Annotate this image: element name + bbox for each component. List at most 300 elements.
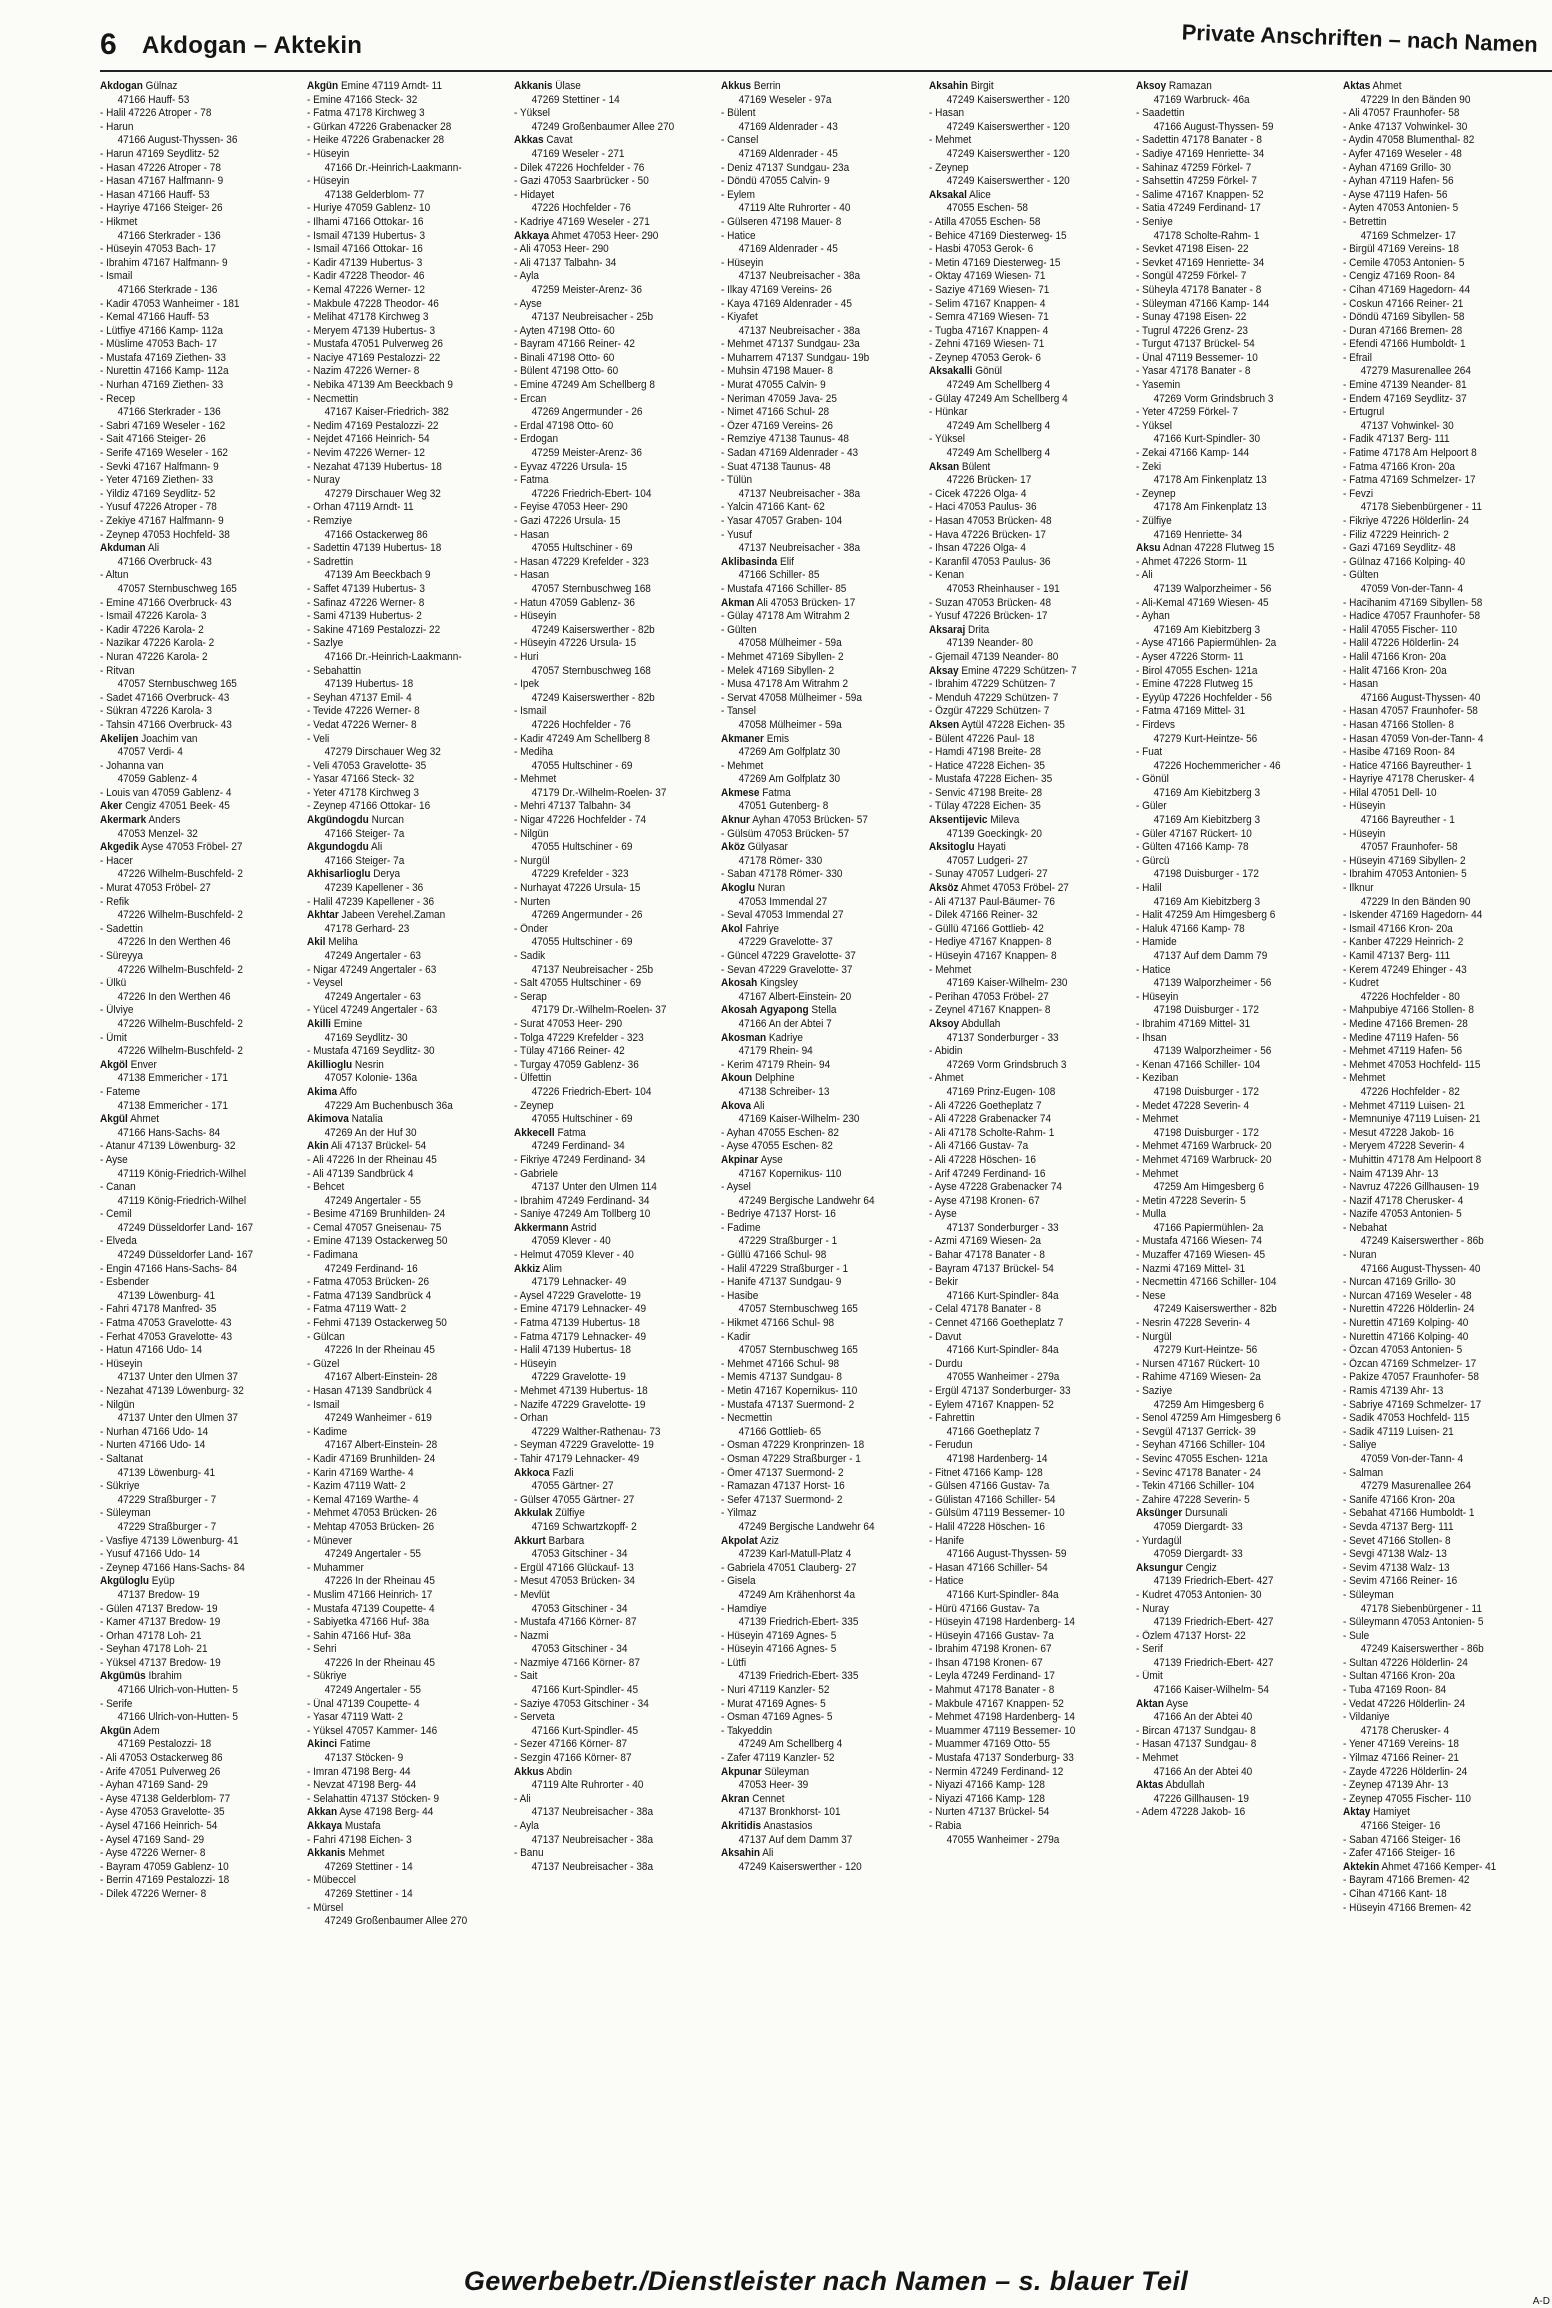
person-entry: - Nurettin 47166 Kamp- 112a	[100, 365, 229, 378]
address-line: 47137 Auf dem Damm 37	[739, 1833, 853, 1846]
person-entry: - Nurcan 47169 Grillo- 30	[1342, 1276, 1456, 1289]
surname-entry	[721, 1766, 917, 1780]
surname: Aksakalli	[928, 365, 973, 378]
person-entry: - Takyeddin	[721, 1724, 773, 1737]
person-entry: - Haci 47053 Paulus- 36	[928, 501, 1037, 514]
person-entry: - Sevgül 47137 Gerrick- 39	[1135, 1425, 1256, 1438]
person-entry: - Ahmet 47226 Storm- 11	[1135, 555, 1247, 568]
address-line: 47269 Am Golfplatz 30	[739, 773, 841, 786]
address-line: 47057 Ludgeri- 27	[946, 854, 1028, 867]
given-name: Berrin	[754, 80, 782, 92]
address-line: 47166 Gottlieb- 65	[739, 1425, 822, 1438]
person-entry: - Melihat 47178 Kirchweg 3	[307, 311, 429, 324]
person-entry: - Vedat 47226 Hölderlin- 24	[1342, 1697, 1465, 1710]
address-line: 47229 Am Buchenbusch 36a	[324, 1099, 453, 1112]
address-line: 47249 Kaiserswerther - 120	[946, 175, 1070, 188]
address-line: 47137 Neubreisacher - 38a	[531, 1860, 654, 1873]
person-entry: - Banu	[514, 1847, 544, 1860]
given-name: Ahmet 47166 Kemper- 41	[1381, 1860, 1497, 1873]
address-line: 47166 August-Thyssen- 40	[1360, 1262, 1481, 1275]
address-line: 47167 Kaiser-Friedrich- 382	[324, 406, 449, 419]
given-name: Ayse	[1165, 1697, 1188, 1710]
person-entry: - Sahsettin 47259 Förkel- 7	[1135, 175, 1257, 188]
surname-entry	[307, 868, 503, 882]
address-line: 47169 Aldenrader - 43	[739, 120, 839, 133]
surname-entry	[307, 1018, 503, 1032]
section-title: Private Anschriften – nach Namen	[1181, 19, 1538, 57]
person-entry: - Saziye 47053 Gitschiner - 34	[514, 1697, 650, 1710]
person-entry: - Aysel 47166 Heinrich- 54	[100, 1820, 218, 1832]
surname: Akosah Agyapong	[721, 1004, 810, 1017]
surname-entry	[100, 1113, 296, 1127]
person-entry: - Zeynel 47167 Knappen- 8	[928, 1004, 1051, 1017]
address-line: 47239 Karl-Matull-Platz 4	[739, 1548, 852, 1561]
person-entry: - Ismail	[100, 270, 133, 283]
person-entry: - Duran 47166 Bremen- 28	[1342, 324, 1463, 337]
person-entry: - Songül 47259 Förkel- 7	[1135, 270, 1247, 283]
person-entry: - Sevinc 47178 Banater - 24	[1135, 1466, 1261, 1479]
person-entry: - Muslim 47166 Heinrich- 17	[307, 1588, 433, 1601]
person-entry: - Hayriye 47178 Cherusker- 4	[1342, 773, 1475, 786]
given-name: Affo	[339, 1085, 358, 1098]
person-entry: - Mustafa 47169 Seydlitz- 30	[307, 1045, 435, 1058]
person-entry: - Ayhan 47169 Grillo- 30	[1342, 161, 1451, 174]
person-entry: - Nazife 47053 Antonien- 5	[1342, 1208, 1462, 1221]
address-line: 47059 Von-der-Tann- 4	[1360, 582, 1463, 595]
person-entry: - Güllü 47166 Gottlieb- 42	[928, 922, 1044, 935]
surname-entry	[1136, 80, 1332, 94]
person-entry: - Nuri 47119 Kanzler- 52	[721, 1684, 830, 1697]
person-entry: - Bayram 47166 Reiner- 42	[514, 338, 636, 351]
person-entry: - Necmettin 47166 Schiller- 104	[1135, 1276, 1277, 1289]
person-entry: - Hacihanim 47169 Sibyllen- 58	[1342, 596, 1483, 609]
person-entry: - Tülün	[721, 474, 753, 487]
person-entry: - Gürkan 47226 Grabenacker 28	[307, 120, 452, 133]
person-entry: - Nezahat 47139 Löwenburg- 32	[100, 1385, 244, 1397]
given-name: Emine	[333, 1017, 363, 1030]
person-entry: - Necmettin	[721, 1412, 773, 1425]
surname-entry	[307, 1140, 503, 1154]
address-line: 47269 Stettiner - 14	[531, 93, 620, 106]
address-line: 47179 Rhein- 94	[739, 1045, 814, 1058]
given-name: Gülnaz	[145, 80, 178, 92]
person-entry: - Halil 47228 Höschen- 16	[928, 1520, 1045, 1533]
person-entry: - Ayse	[514, 297, 542, 310]
person-entry: - Dilek 47166 Reiner- 32	[928, 909, 1038, 922]
person-entry: - Ali 47228 Grabenacker 74	[928, 1113, 1051, 1126]
address-line: 47198 Duisburger - 172	[1153, 1004, 1259, 1017]
address-line: 47229 Walther-Rathenau- 73	[531, 1425, 661, 1438]
address-line: 47137 Neubreisacher - 25b	[531, 311, 654, 324]
person-entry: - Mehri 47137 Talbahn- 34	[514, 800, 632, 813]
address-line: 47166 An der Abtei 7	[739, 1017, 833, 1030]
person-entry: - Orhan 47178 Loh- 21	[100, 1629, 202, 1642]
person-entry: - Ümit	[100, 1031, 127, 1044]
surname-entry	[100, 542, 296, 556]
person-entry: - Hüseyin 47167 Knappen- 8	[928, 950, 1057, 962]
person-entry: - Kamil 47137 Berg- 111	[1342, 950, 1451, 962]
page-number: 6	[100, 28, 117, 61]
address-line: 47166 Overbruck- 43	[117, 555, 212, 568]
person-entry: - Saliye	[1342, 1439, 1377, 1452]
person-entry: - Özlem 47137 Horst- 22	[1135, 1629, 1246, 1642]
person-entry: - Canan	[100, 1181, 136, 1194]
directory-column	[1136, 80, 1333, 2260]
given-name: Cennet	[752, 1792, 785, 1805]
person-entry: - Sevim 47166 Reiner- 16	[1342, 1575, 1458, 1588]
address-line: 47166 Hauff- 53	[117, 93, 190, 106]
person-entry: - Ayten 47198 Otto- 60	[514, 324, 615, 337]
person-entry: - Recep	[100, 392, 136, 405]
address-line: 47169 Schmelzer- 17	[1360, 229, 1456, 242]
given-name: Ahmet 47053 Heer- 290	[551, 229, 659, 242]
surname: Aksünger	[1135, 1507, 1182, 1520]
address-line: 47226 Wilhelm-Buschfeld- 2	[117, 1045, 243, 1058]
person-entry: - Gazi 47169 Seydlitz- 48	[1342, 542, 1456, 555]
person-entry: - Tugrul 47226 Grenz- 23	[1135, 324, 1248, 337]
address-line: 47139 Walporzheimer - 56	[1153, 1045, 1272, 1058]
surname: Aksentijevic	[928, 814, 988, 827]
given-name: Meliha	[328, 936, 358, 949]
address-line: 47138 Emmericher - 171	[117, 1099, 228, 1112]
given-name: Delphine	[755, 1072, 795, 1085]
surname-entry	[721, 597, 917, 611]
surname: Aktekin	[1342, 1860, 1380, 1873]
person-entry: - Birgül 47169 Vereins- 18	[1342, 243, 1459, 256]
person-entry: - Louis van 47059 Gablenz- 4	[100, 786, 232, 799]
surname-entry	[929, 882, 1125, 896]
surname: Akillioglu	[307, 1058, 353, 1071]
person-entry: - Yasar 47166 Steck- 32	[307, 773, 415, 786]
surname: Aknur	[721, 814, 751, 827]
surname-entry	[100, 814, 296, 828]
surname: Akoglu	[721, 882, 756, 895]
directory-column	[514, 80, 711, 2260]
surname-entry	[721, 556, 917, 570]
person-entry: - Süleymann 47053 Antonien- 5	[1342, 1616, 1484, 1629]
person-entry: - Yener 47169 Vereins- 18	[1342, 1738, 1459, 1751]
address-line: 47057 Sternbuschweg 165	[117, 582, 237, 595]
person-entry: - Ülviye	[100, 1004, 134, 1017]
address-line: 47139 Hubertus- 18	[324, 678, 414, 691]
address-line: 47166 An der Abtei 40	[1153, 1765, 1252, 1778]
given-name: Abdullah	[1165, 1779, 1205, 1792]
person-entry: - Hasan	[514, 528, 550, 541]
person-entry: - Kadir 47053 Wanheimer - 181	[100, 297, 240, 310]
surname-entry	[721, 814, 917, 828]
surname: Akgümüs	[100, 1670, 146, 1683]
surname: Aksay	[928, 664, 959, 677]
person-entry: - Sehri	[307, 1643, 337, 1656]
person-entry: - Eylem	[721, 188, 756, 201]
address-line: 47179 Dr.-Wilhelm-Roelen- 37	[531, 1004, 667, 1017]
person-entry: - Hamdiye	[721, 1602, 768, 1615]
person-entry: - Süheyla 47178 Banater - 8	[1135, 283, 1262, 296]
person-entry: - Harun 47169 Seydlitz- 52	[100, 147, 220, 160]
person-entry: - Ali 47137 Paul-Bäumer- 76	[928, 895, 1055, 908]
person-entry: - Ayse	[928, 1208, 957, 1221]
person-entry: - Hasbi 47053 Gerok- 6	[928, 243, 1033, 256]
person-entry: - Efrail	[1342, 351, 1372, 364]
person-entry: - Yurdagül	[1135, 1534, 1182, 1547]
person-entry: - Eylem 47167 Knappen- 52	[928, 1398, 1054, 1411]
person-entry: - Tevide 47226 Werner- 8	[307, 705, 420, 718]
address-line: 47226 In der Rheinau 45	[324, 1656, 436, 1669]
given-name: Ahmet	[1372, 80, 1402, 92]
person-entry: - Mustafa 47137 Suermond- 2	[721, 1398, 855, 1411]
person-entry: - Orhan	[514, 1412, 549, 1425]
person-entry: - Kadir	[721, 1330, 751, 1343]
given-name: Emine 47229 Schützen- 7	[960, 664, 1077, 677]
person-entry: - Hasan	[514, 569, 550, 582]
person-entry: - Serap	[514, 990, 548, 1003]
given-name: Alim	[542, 1262, 563, 1275]
person-entry: - Arif 47249 Ferdinand- 16	[928, 1167, 1046, 1180]
surname: Aksoy	[1135, 80, 1166, 92]
person-entry: - Kazim 47119 Watt- 2	[307, 1480, 406, 1493]
person-entry: - Bayram 47166 Bremen- 42	[1342, 1874, 1470, 1887]
address-line: 47169 Schwartzkopff- 2	[531, 1520, 638, 1533]
person-entry: - Ayse 47226 Werner- 8	[100, 1847, 206, 1860]
person-entry: - Yücel 47249 Angertaler - 63	[307, 1004, 438, 1017]
given-name: Gönül	[974, 365, 1002, 378]
surname-entry	[721, 1847, 917, 1861]
person-entry: - Mehmet	[1135, 1167, 1179, 1180]
address-line: 47166 Steiger- 16	[1360, 1820, 1441, 1832]
person-entry: - Fadik 47137 Berg- 111	[1342, 433, 1450, 446]
person-entry: - Bekir	[928, 1276, 958, 1289]
person-entry: - Gisela	[721, 1575, 756, 1588]
address-line: 47057 Sternbuschweg 165	[117, 678, 237, 691]
person-entry: - Gülen 47137 Bredow- 19	[100, 1602, 218, 1615]
given-name: Aytül 47228 Eichen- 35	[960, 718, 1065, 731]
person-entry: - Fatma 47053 Brücken- 26	[307, 1276, 430, 1289]
person-entry: - Gülseren 47198 Mauer- 8	[721, 215, 842, 228]
address-line: 47053 Gitschiner - 34	[531, 1602, 628, 1615]
person-entry: - Nazmi	[514, 1629, 549, 1642]
person-entry: - Fatma 47169 Schmelzer- 17	[1342, 474, 1476, 487]
person-entry: - Elveda	[100, 1235, 137, 1248]
address-line: 47249 Angertaler - 63	[324, 950, 422, 962]
given-name: Süleyman	[764, 1765, 810, 1778]
person-entry: - Ritvan	[100, 664, 135, 677]
person-entry: - Selim 47167 Knappen- 4	[928, 297, 1046, 310]
person-entry: - Fehmi 47139 Ostackerweg 50	[307, 1317, 447, 1330]
person-entry: - Kemal 47226 Werner- 12	[307, 283, 426, 296]
surname: Akgül	[100, 1113, 128, 1126]
address-line: 47169 Kaiser-Wilhelm- 230	[946, 977, 1068, 990]
person-entry: - Ayten 47053 Antonien- 5	[1342, 202, 1459, 215]
given-name: Cengiz 47051 Beek- 45	[125, 800, 230, 813]
person-entry: - Pakize 47057 Fraunhofer- 58	[1342, 1371, 1479, 1384]
address-line: 47249 Am Schellberg 4	[946, 419, 1050, 432]
address-line: 47055 Wanheimer - 279a	[946, 1833, 1059, 1846]
address-line: 47166 Kurt-Spindler- 45	[531, 1684, 639, 1697]
address-line: 47119 König-Friedrich-Wilhel	[117, 1194, 247, 1207]
person-entry: - Yildiz 47169 Seydlitz- 52	[100, 487, 216, 500]
address-line: 47055 Hultschiner - 69	[531, 759, 633, 772]
given-name: Ayhan 47053 Brücken- 57	[752, 814, 869, 827]
person-entry: - Mehmet	[928, 963, 971, 976]
address-line: 47137 Neubreisacher - 38a	[739, 324, 861, 337]
surname: Akgundogdu	[307, 841, 369, 854]
person-entry: - Sadiye 47169 Henriette- 34	[1135, 147, 1264, 160]
address-line: 47249 Angertaler - 55	[324, 1548, 422, 1561]
surname: Aksakal	[928, 188, 967, 201]
person-entry: - Esbender	[100, 1276, 150, 1289]
address-line: 47167 Albert-Einstein- 20	[739, 990, 852, 1003]
person-entry: - Gabriele	[514, 1167, 559, 1180]
address-line: 47055 Hultschiner - 69	[531, 542, 633, 555]
person-entry: - Hikmet	[100, 215, 138, 228]
surname-entry	[100, 800, 296, 814]
person-entry: - Hacer	[100, 854, 133, 867]
person-entry: - Mürsel	[307, 1901, 344, 1914]
person-entry: - Hediye 47167 Knappen- 8	[928, 936, 1052, 949]
address-line: 47057 Fraunhofer- 58	[1360, 841, 1458, 854]
person-entry: - Aydin 47058 Blumenthal- 82	[1342, 134, 1475, 147]
surname-entry	[1136, 1779, 1332, 1793]
person-entry: - Harun	[100, 120, 134, 133]
given-name: Ramazan	[1168, 80, 1212, 92]
person-entry: - Mehmet	[514, 773, 557, 786]
address-line: 47226 Wilhelm-Buschfeld- 2	[117, 963, 243, 976]
person-entry: - Ayla	[514, 1820, 540, 1832]
surname: Akima	[307, 1085, 338, 1098]
person-entry: - Veli 47053 Gravelotte- 35	[307, 759, 427, 772]
address-line: 47198 Hardenberg- 14	[946, 1452, 1048, 1465]
address-line: 47166 Kurt-Spindler- 84a	[946, 1588, 1059, 1601]
person-entry: - Bülent 47198 Otto- 60	[514, 365, 619, 378]
address-line: 47198 Duisburger - 172	[1153, 1126, 1259, 1139]
person-entry: - Hüseyin	[100, 1357, 143, 1370]
person-entry: - Muharrem 47137 Sundgau- 19b	[721, 351, 870, 364]
person-entry: - Sükriye	[307, 1670, 347, 1683]
person-entry: - Ihsan 47198 Kronen- 67	[928, 1656, 1043, 1669]
person-entry: - Mehmet 47169 Warbruck- 20	[1135, 1153, 1272, 1166]
person-entry: - Nurgül	[514, 854, 550, 867]
person-entry: - Ibrahim 47169 Mittel- 31	[1135, 1017, 1250, 1030]
address-line: 47249 Angertaler - 55	[324, 1684, 422, 1697]
surname: Aksaraj	[928, 623, 965, 636]
person-entry: - Fikriye 47226 Hölderlin- 24	[1342, 515, 1469, 527]
address-line: 47169 Weseler - 271	[531, 147, 625, 160]
given-name: Anders	[148, 814, 181, 827]
address-line: 47137 Sonderburger - 33	[946, 1221, 1059, 1234]
person-entry: - Sefer 47137 Suermond- 2	[721, 1493, 843, 1506]
person-entry: - Cemile 47053 Antonien- 5	[1342, 256, 1465, 269]
surname-entry	[514, 1467, 710, 1481]
surname: Aker	[100, 800, 123, 813]
person-entry: - Neriman 47059 Java- 25	[721, 392, 838, 405]
person-entry: - Hidayet	[514, 188, 555, 201]
person-entry: - Sultan 47226 Hölderlin- 24	[1342, 1656, 1468, 1669]
address-line: 47139 Friedrich-Ebert- 427	[1153, 1575, 1274, 1588]
person-entry: - Sükriye	[100, 1480, 140, 1493]
person-entry: - Mehmet 47169 Sibyllen- 2	[721, 650, 845, 663]
address-line: 47137 Sonderburger - 33	[946, 1031, 1059, 1044]
person-entry: - Hüseyin	[307, 147, 350, 160]
address-line: 47166 Ulrich-von-Hutten- 5	[117, 1711, 238, 1724]
person-entry: - Dilek 47226 Hochfelder - 76	[514, 161, 645, 174]
person-entry: - Ipek	[514, 678, 540, 691]
surname: Akelijen	[100, 732, 139, 745]
address-line: 47166 Sterkrade - 136	[117, 283, 218, 296]
given-name: Ibrahim	[148, 1670, 182, 1683]
surname-entry	[929, 624, 1125, 638]
address-line: 47269 Stettiner - 14	[324, 1860, 413, 1873]
person-entry: - Kadir 47226 Karola- 2	[100, 623, 204, 636]
person-entry: - Gülsüm 47053 Brücken- 57	[721, 827, 850, 840]
person-entry: - Naciye 47169 Pestalozzi- 22	[307, 351, 441, 364]
person-entry: - Heike 47226 Grabenacker 28	[307, 134, 445, 147]
person-entry: - Ali 47166 Gustav- 7a	[928, 1140, 1028, 1153]
person-entry: - Ayse 47228 Grabenacker 74	[928, 1181, 1062, 1194]
person-entry: - Emine 47249 Am Schellberg 8	[514, 379, 656, 392]
surname-entry	[929, 1018, 1125, 1032]
person-entry: - Ümit	[1135, 1670, 1163, 1683]
person-entry: - Sadik 47053 Hochfeld- 115	[1342, 1412, 1470, 1425]
person-entry: - Nurten 47166 Udo- 14	[100, 1439, 206, 1452]
person-entry: - Gjemail 47139 Neander- 80	[928, 650, 1058, 663]
person-entry: - Güler	[1135, 800, 1167, 813]
person-entry: - Engin 47166 Hans-Sachs- 84	[100, 1262, 238, 1275]
person-entry: - Hüseyin 47166 Bremen- 42	[1342, 1901, 1472, 1914]
surname-entry	[721, 882, 917, 896]
given-name: Fatma	[762, 786, 792, 799]
person-entry: - Ali 47057 Fraunhofer- 58	[1342, 107, 1460, 120]
surname: Akosah	[721, 977, 758, 990]
person-entry: - Sevgi 47138 Walz- 13	[1342, 1548, 1447, 1561]
person-entry: - Halil	[1135, 882, 1162, 895]
person-entry: - Gülsüm 47119 Bessemer- 10	[928, 1507, 1065, 1520]
person-entry: - Remziye 47138 Taunus- 48	[721, 433, 850, 446]
person-entry: - Serveta	[514, 1711, 555, 1724]
address-line: 47166 An der Abtei 40	[1153, 1711, 1252, 1724]
person-entry: - Yeter 47178 Kirchweg 3	[307, 786, 420, 799]
person-entry: - Tülay 47228 Eichen- 35	[928, 800, 1041, 813]
given-name: Kadriye	[769, 1031, 804, 1044]
person-entry: - Fatma 47119 Watt- 2	[307, 1303, 407, 1316]
surname-entry	[721, 1100, 917, 1114]
address-line: 47249 Angertaler - 55	[324, 1194, 422, 1207]
person-entry: - Sunay 47198 Eisen- 22	[1135, 311, 1247, 324]
person-entry: - Özgür 47229 Schützen- 7	[928, 705, 1049, 718]
person-entry: - Emine 47166 Overbruck- 43	[100, 596, 232, 609]
address-line: 47166 Kurt-Spindler- 30	[1153, 433, 1260, 446]
person-entry: - Bahar 47178 Banater - 8	[928, 1249, 1045, 1262]
surname: Akkaya	[514, 229, 550, 242]
address-line: 47053 Menzel- 32	[117, 827, 198, 840]
person-entry: - Yüksel 47137 Bredow- 19	[100, 1656, 221, 1669]
address-line: 47259 Meister-Arenz- 36	[531, 447, 643, 460]
person-entry: - Melek 47169 Sibyllen- 2	[721, 664, 835, 677]
person-entry: - Karanfil 47053 Paulus- 36	[928, 555, 1051, 568]
given-name: Abdin	[546, 1765, 573, 1778]
person-entry: - Necmettin	[307, 392, 359, 405]
address-line: 47138 Gelderblom- 77	[324, 188, 425, 201]
address-line: 47053 Immendal 27	[739, 895, 828, 908]
surname-entry	[721, 733, 917, 747]
given-name: Ali 47137 Brückel- 54	[331, 1140, 427, 1153]
address-line: 47169 Seydlitz- 30	[324, 1031, 408, 1044]
person-entry: - Yusuf 47226 Atroper - 78	[100, 501, 217, 514]
surname: Akkanis	[514, 80, 553, 92]
surname: Akkoca	[514, 1466, 550, 1479]
person-entry: - Nazif 47178 Cherusker- 4	[1342, 1194, 1464, 1207]
person-entry: - Tekin 47166 Schiller- 104	[1135, 1480, 1255, 1493]
person-entry: - Nurhan 47166 Udo- 14	[100, 1425, 209, 1438]
